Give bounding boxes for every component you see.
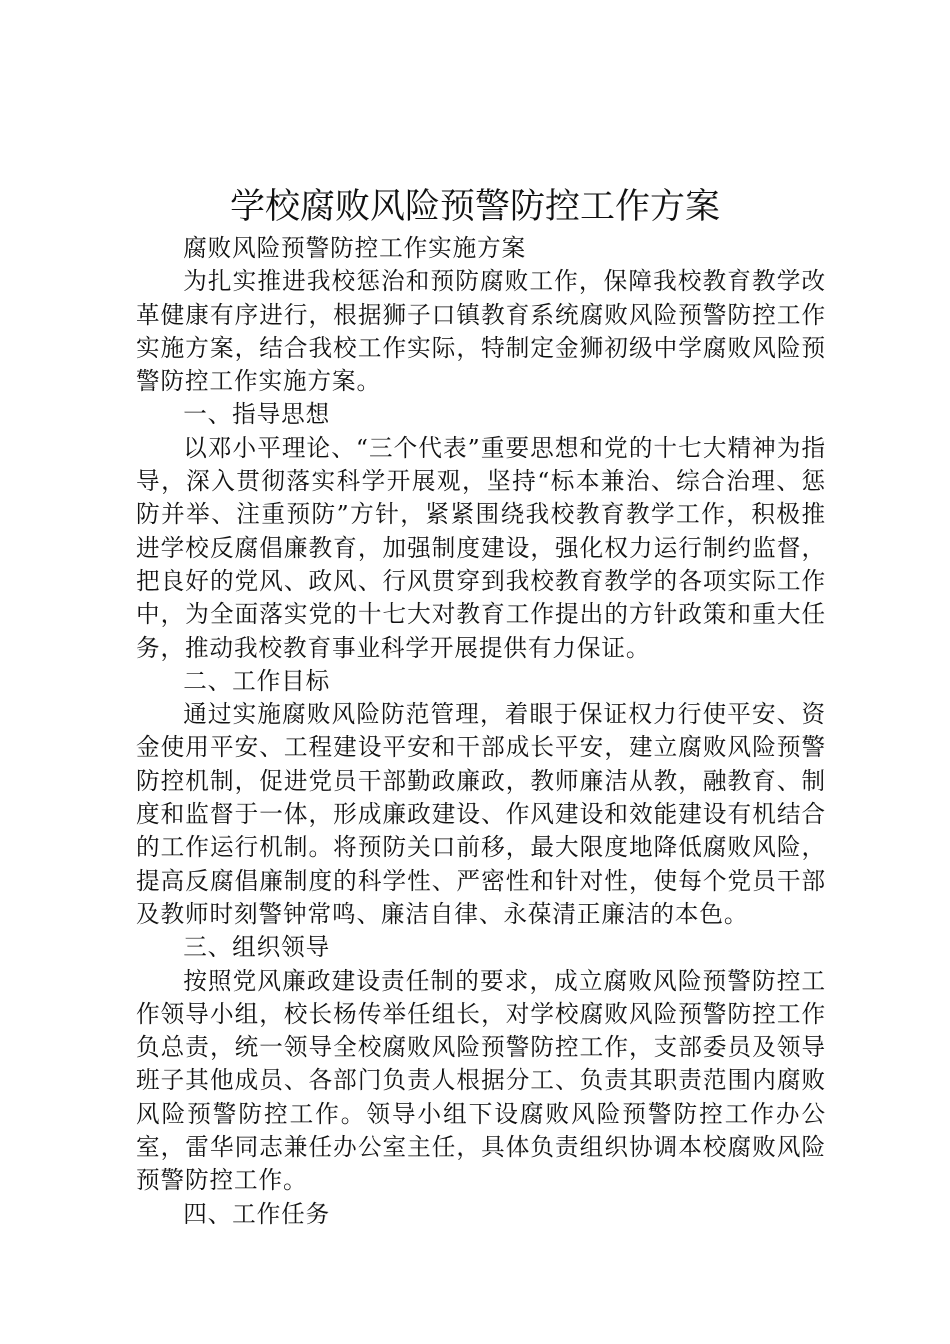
section-text-guiding-ideology: 以邓小平理论、“三个代表”重要思想和党的十七大精神为指导，深入贯彻落实科学开展观，坚持“标本兼治、综合治理、惩防并举、注重预防”方针，紧紧围绕我校教育教学工作，积极推进学校反腐倡廉教育，加强制度建设，强化权力运行制约监督，把良好的党风、政风、行风贯穿到我校教育教学的各项实际工作中，为全面落实党的十七大对教育工作提出的方针政策和重大任务，推动我校教育事业科学开展提供有力保证。 (136, 433, 826, 662)
section-heading-work-goals: 二、工作目标 (183, 666, 331, 695)
document-body (136, 232, 826, 1231)
section-heading-organization: 三、组织领导 (183, 933, 331, 962)
section-heading-guiding-ideology: 一、指导思想 (183, 400, 331, 429)
section-heading-work-tasks: 四、工作任务 (183, 1199, 331, 1228)
document-title: 学校腐败风险预警防控工作方案 (229, 187, 720, 227)
section-text-organization: 按照党风廉政建设责任制的要求，成立腐败风险预警防控工作领导小组，校长杨传举任组长，对学校腐败风险预警防控工作负总责，统一领导全校腐败风险预警防控工作，支部委员及领导班子其他成员、各部门负责人根据分工、负责其职责范围内腐败风险预警防控工作。领导小组下设腐败风险预警防控工作办公室，雷华同志兼任办公室主任，具体负责组织协调本校腐败风险预警防控工作。 (136, 966, 826, 1195)
document-subtitle: 腐败风险预警防控工作实施方案 (183, 234, 527, 262)
section-text-work-goals: 通过实施腐败风险防范管理，着眼于保证权力行使平安、资金使用平安、工程建设平安和干部成长平安，建立腐败风险预警防控机制，促进党员干部勤政廉政，教师廉洁从教，融教育、制度和监督于一体，形成廉政建设、作风建设和效能建设有机结合的工作运行机制。将预防关口前移，最大限度地降低腐败风险，提高反腐倡廉制度的科学性、严密性和针对性，使每个党员干部及教师时刻警钟常鸣、廉洁自律、永葆清正廉洁的本色。 (136, 700, 826, 928)
intro-paragraph: 为扎实推进我校惩治和预防腐败工作，保障我校教育教学改革健康有序进行，根据狮子口镇教育系统腐败风险预警防控工作实施方案，结合我校工作实际，特制定金狮初级中学腐败风险预警防控工作实施方案。 (136, 267, 826, 396)
